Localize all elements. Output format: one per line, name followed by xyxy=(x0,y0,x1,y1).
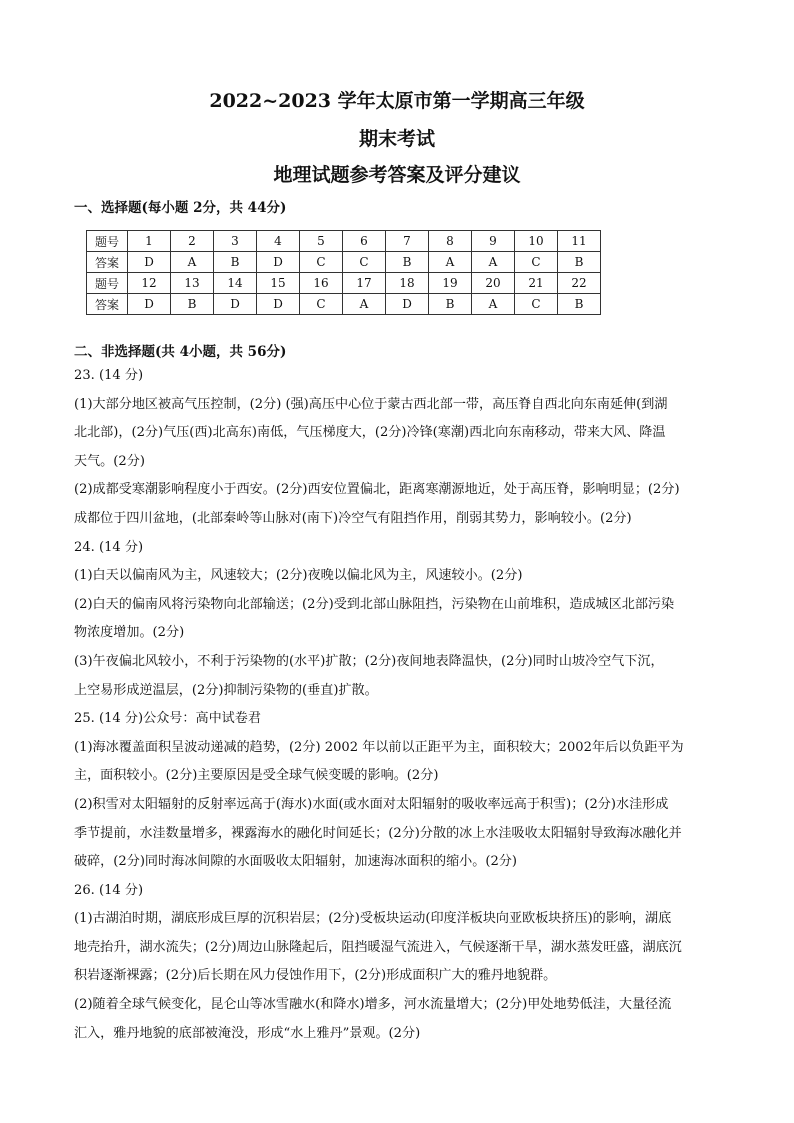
answer-table-cell: D xyxy=(214,294,257,315)
answer-line: 破碎，(2分)同时海冰间隙的水面吸收太阳辐射，加速海冰面积的缩小。(2分) xyxy=(74,854,517,870)
answer-line: 23. (14 分) xyxy=(74,368,144,383)
answer-table-cell: D xyxy=(257,294,300,315)
answer-table-cell: 19 xyxy=(429,273,472,294)
answer-table-cell: 9 xyxy=(472,231,515,252)
answer-line: 成都位于四川盆地，(北部秦岭等山脉对(南下)冷空气有阻挡作用，削弱其势力，影响较小。(2分) xyxy=(74,510,632,526)
answer-line: (1)白天以偏南风为主，风速较大；(2分)夜晚以偏北风为主，风速较小。(2分) xyxy=(74,568,523,584)
section-heading-choice: 一、选择题(每小题 2分，共 44分) xyxy=(74,200,287,216)
answer-table-cell: 6 xyxy=(343,231,386,252)
answer-table-cell: 8 xyxy=(429,231,472,252)
answer-table-cell: B xyxy=(558,252,601,273)
answer-table-cell: C xyxy=(300,294,343,315)
answer-table-cell: 7 xyxy=(386,231,429,252)
answer-table-row xyxy=(87,231,601,252)
answer-table-row xyxy=(87,294,601,315)
answer-table-cell: C xyxy=(515,252,558,273)
answer-table-cell: D xyxy=(128,294,171,315)
answer-table-cell: 18 xyxy=(386,273,429,294)
answer-table-cell: B xyxy=(429,294,472,315)
exam-subtitle: 期末考试 xyxy=(358,128,435,150)
section-heading-non-choice: 二、非选择题(共 4小题，共 56分) xyxy=(74,344,287,360)
answer-line: 物浓度增加。(2分) xyxy=(74,625,185,641)
answer-line: 积岩逐渐裸露；(2分)后长期在风力侵蚀作用下，(2分)形成面积广大的雅丹地貌群。 xyxy=(74,968,557,984)
answer-line: (3)午夜偏北风较小，不利于污染物的(水平)扩散；(2分)夜间地表降温快，(2分)同时山坡冷空气下沉， xyxy=(74,653,664,669)
answer-table xyxy=(86,230,601,315)
answer-line: (1)古湖泊时期，湖底形成巨厚的沉积岩层；(2分)受板块运动(印度洋板块向亚欧板块挤压)的影响，湖底 xyxy=(74,911,672,927)
answer-line: (2)白天的偏南风将污染物向北部输送；(2分)受到北部山脉阻挡，污染物在山前堆积，造成城区北部污染 xyxy=(74,596,675,612)
answer-table-row-header: 题号 xyxy=(87,273,128,294)
answer-table-cell: B xyxy=(558,294,601,315)
answer-body xyxy=(74,362,726,1048)
answer-line: 26. (14 分) xyxy=(74,882,144,898)
answer-line: 24. (14 分) xyxy=(74,539,144,555)
answer-line: 主，面积较小。(2分)主要原因是受全球气候变暖的影响。(2分) xyxy=(74,768,439,784)
answer-table-cell: D xyxy=(257,252,300,273)
answer-line: 上空易形成逆温层，(2分)抑制污染物的(垂直)扩散。 xyxy=(74,682,378,698)
answer-line: (2)积雪对太阳辐射的反射率远高于(海水)水面(或水面对太阳辐射的吸收率远高于积雪)；(2分)水洼形成 xyxy=(74,796,669,812)
answer-table-cell: 1 xyxy=(128,231,171,252)
answer-line: 25. (14 分)公众号：高中试卷君 xyxy=(74,711,261,727)
answer-table-cell: 17 xyxy=(343,273,386,294)
answer-table-cell: A xyxy=(171,252,214,273)
answer-line: (1)海冰覆盖面积呈波动递减的趋势，(2分) 2002 年以前以正距平为主，面积较大；2002年后以负距平为 xyxy=(74,739,684,755)
answer-table-cell: 15 xyxy=(257,273,300,294)
answer-line: 北北部)，(2分)气压(西)北高东)南低，气压梯度大，(2分)冷锋(寒潮)西北向东南移动，带来大风、降温 xyxy=(74,425,666,441)
answer-table-cell: 22 xyxy=(558,273,601,294)
exam-title: 2022~2023 学年太原市第一学期高三年级 xyxy=(209,90,585,112)
answer-table-cell: A xyxy=(472,252,515,273)
answer-table-cell: 14 xyxy=(214,273,257,294)
answer-table-cell: 4 xyxy=(257,231,300,252)
answer-table-cell: D xyxy=(386,294,429,315)
answer-table-cell: B xyxy=(171,294,214,315)
answer-table-cell: 12 xyxy=(128,273,171,294)
answer-line: 地壳抬升，湖水流失；(2分)周边山脉隆起后，阻挡暖湿气流进入，气候逐渐干旱，湖水蒸发旺盛，湖底沉 xyxy=(74,939,682,955)
answer-table-cell: D xyxy=(128,252,171,273)
answer-table-cell: C xyxy=(300,252,343,273)
answer-line: (1)大部分地区被高气压控制，(2分) (强)高压中心位于蒙古西北部一带，高压脊自西北向东南延伸(到湖 xyxy=(74,396,668,412)
answer-table-cell: 10 xyxy=(515,231,558,252)
answer-table-cell: 21 xyxy=(515,273,558,294)
answer-table-row-header: 答案 xyxy=(87,252,128,273)
answer-table-row-header: 题号 xyxy=(87,231,128,252)
answer-table-row xyxy=(87,273,601,294)
answer-table-cell: A xyxy=(343,294,386,315)
answer-line: 天气。(2分) xyxy=(74,453,145,469)
answer-table-cell: C xyxy=(515,294,558,315)
answer-table-cell: 5 xyxy=(300,231,343,252)
answer-table-cell: B xyxy=(214,252,257,273)
answer-line: (2)成都受寒潮影响程度小于西安。(2分)西安位置偏北，距离寒潮源地近，处于高压脊，影响明显；(2分) xyxy=(74,482,680,498)
answer-table-cell: 2 xyxy=(171,231,214,252)
answer-table-cell: C xyxy=(343,252,386,273)
answer-table-cell: B xyxy=(386,252,429,273)
answer-table-cell: A xyxy=(429,252,472,273)
answer-line: 季节提前，水洼数量增多，裸露海水的融化时间延长；(2分)分散的冰上水洼吸收太阳辐射导致海冰融化并 xyxy=(74,825,682,841)
answer-table-cell: A xyxy=(472,294,515,315)
answer-table-row xyxy=(87,252,601,273)
answer-key-title: 地理试题参考答案及评分建议 xyxy=(273,164,521,186)
answer-table-cell: 16 xyxy=(300,273,343,294)
answer-line: 汇入，雅丹地貌的底部被淹没，形成“水上雅丹”景观。(2分) xyxy=(74,1025,421,1041)
answer-line: (2)随着全球气候变化，昆仑山等冰雪融水(和降水)增多，河水流量增大；(2分)甲处地势低洼，大量径流 xyxy=(74,997,672,1013)
answer-table-cell: 11 xyxy=(558,231,601,252)
answer-table-cell: 3 xyxy=(214,231,257,252)
answer-table-cell: 13 xyxy=(171,273,214,294)
answer-table-cell: 20 xyxy=(472,273,515,294)
answer-table-row-header: 答案 xyxy=(87,294,128,315)
